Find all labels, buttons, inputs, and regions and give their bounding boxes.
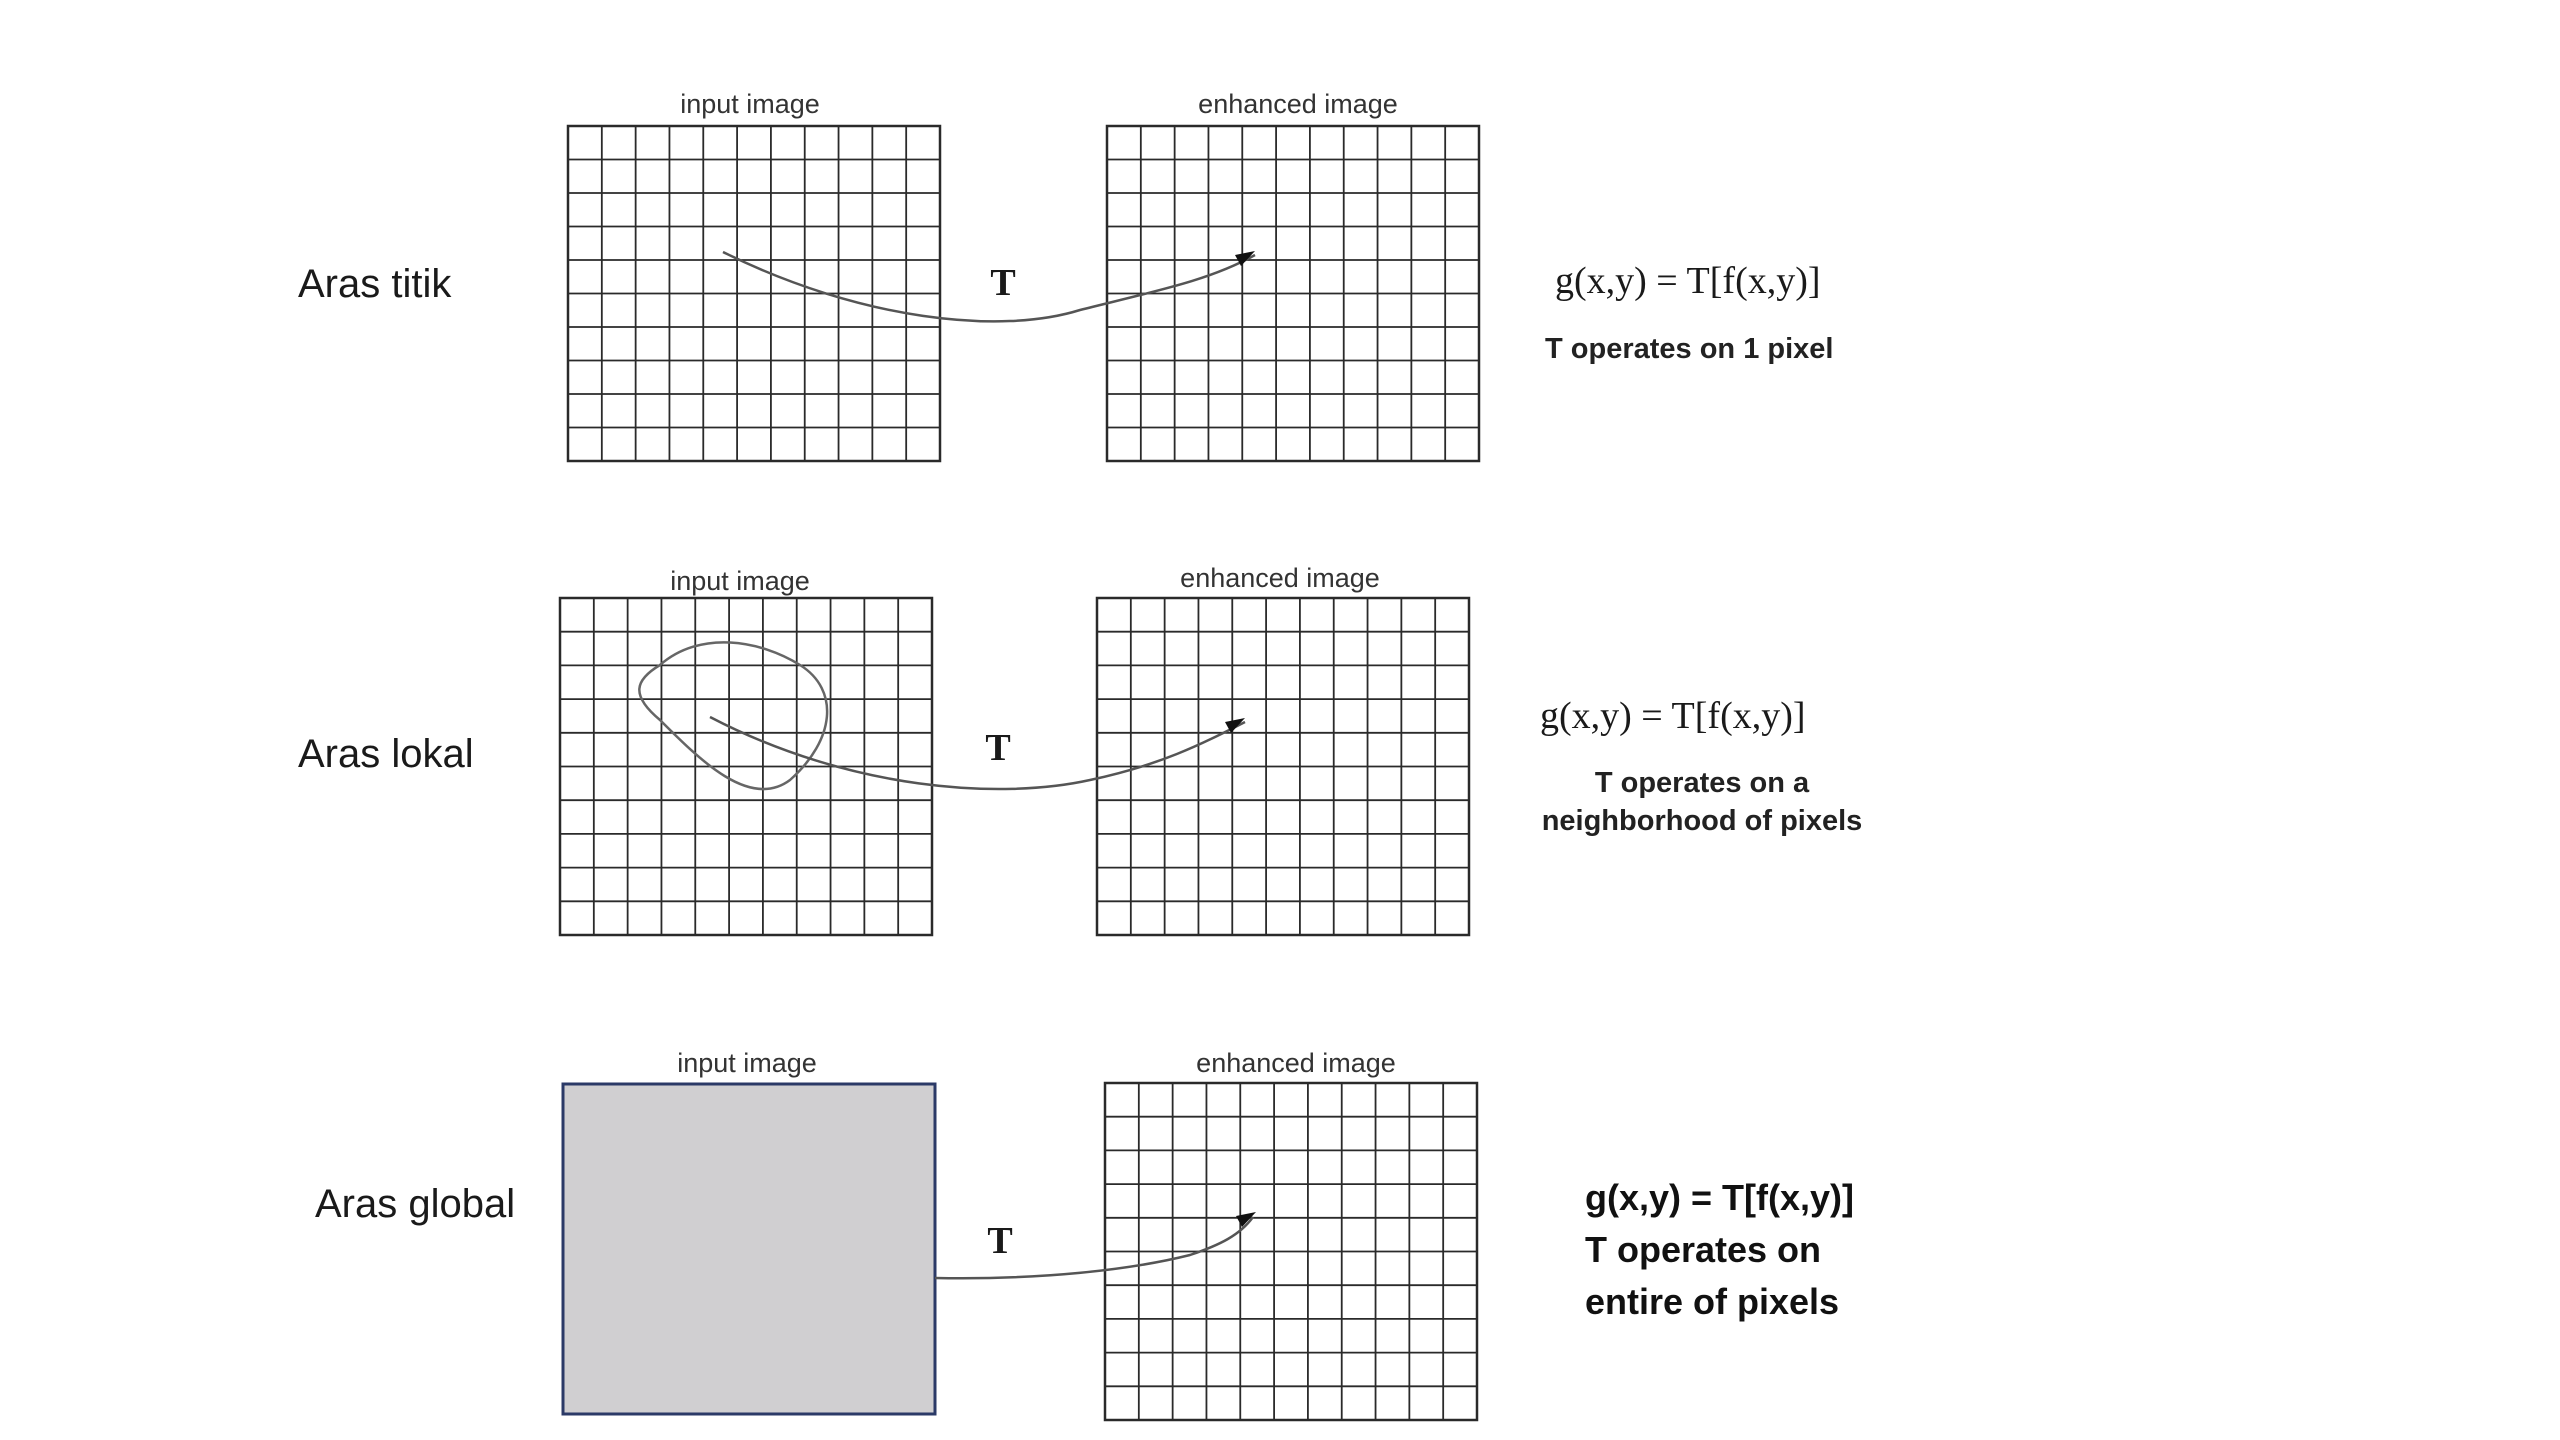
formula-point: g(x,y) = T[f(x,y)] bbox=[1555, 260, 1821, 302]
formula-global: g(x,y) = T[f(x,y)] bbox=[1585, 1177, 1855, 1218]
input-caption-point: input image bbox=[680, 89, 820, 119]
operator-point: T bbox=[990, 262, 1016, 304]
operator-global: T bbox=[987, 1220, 1013, 1262]
transform-arrow-global bbox=[935, 1217, 1253, 1278]
note-global-line-2: entire of pixels bbox=[1585, 1281, 1840, 1322]
input-caption-local: input image bbox=[670, 566, 810, 596]
row-global bbox=[315, 1048, 1854, 1420]
output-caption-local: enhanced image bbox=[1180, 563, 1380, 593]
output-grid-local bbox=[1097, 598, 1469, 935]
output-grid-global bbox=[1105, 1083, 1477, 1420]
formula-local: g(x,y) = T[f(x,y)] bbox=[1540, 695, 1806, 737]
input-grid-local bbox=[560, 598, 932, 935]
note-global-line-1: T operates on bbox=[1585, 1229, 1822, 1270]
operator-local: T bbox=[985, 727, 1011, 769]
output-caption-point: enhanced image bbox=[1198, 89, 1398, 119]
input-image-filled bbox=[563, 1084, 935, 1414]
note-point-line-1: T operates on 1 pixel bbox=[1545, 333, 1834, 365]
output-caption-global: enhanced image bbox=[1196, 1048, 1396, 1078]
note-local-line-2: neighborhood of pixels bbox=[1541, 805, 1863, 837]
row-label-point: Aras titik bbox=[298, 262, 452, 306]
output-grid-point bbox=[1107, 126, 1479, 461]
row-label-local: Aras lokal bbox=[298, 732, 474, 776]
row-local bbox=[298, 563, 1862, 935]
row-label-global: Aras global bbox=[315, 1182, 516, 1226]
row-point bbox=[298, 89, 1833, 461]
input-caption-global: input image bbox=[677, 1048, 817, 1078]
input-grid-point bbox=[568, 126, 940, 461]
note-local-line-1: T operates on a bbox=[1594, 767, 1810, 799]
